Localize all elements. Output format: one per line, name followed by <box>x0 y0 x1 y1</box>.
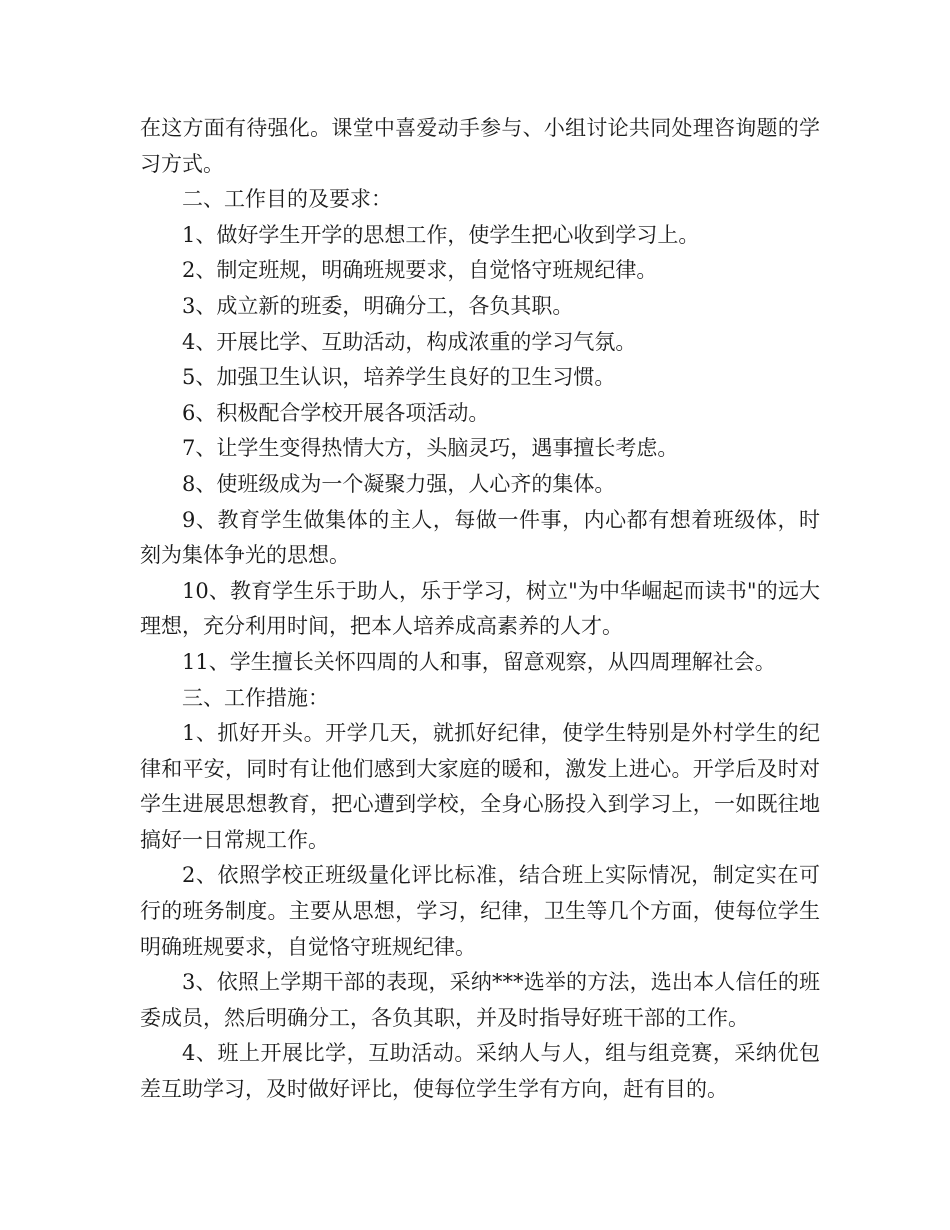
goal-item-2: 2、制定班规，明确班规要求，自觉恪守班规纪律。 <box>182 258 658 283</box>
goal-item-10: 10、教育学生乐于助人，乐于学习，树立"为中华崛起而读书"的远大理想，充分利用时间，把本人培养成高素养的人才。 <box>140 578 820 639</box>
measure-item-4: 4、班上开展比学，互助活动。采纳人与人，组与组竞赛，采纳优包差互助学习，及时做好评比，使每位学生学有方向，赶有目的。 <box>140 1041 820 1102</box>
section-heading-measures: 三、工作措施： <box>182 685 329 710</box>
goal-item-3: 3、成立新的班委，明确分工，各负其职。 <box>182 293 574 318</box>
paragraph-continuation: 在这方面有待强化。课堂中喜爱动手参与、小组讨论共同处理咨询题的学习方式。 <box>140 116 820 176</box>
goal-item-8: 8、使班级成为一个凝聚力强，人心齐的集体。 <box>182 471 616 496</box>
goal-item-5: 5、加强卫生认识，培养学生良好的卫生习惯。 <box>182 365 616 390</box>
measure-item-3: 3、依照上学期干部的表现，采纳***选举的方法，选出本人信任的班委成员，然后明确分工，各负其职，并及时指导好班干部的工作。 <box>140 970 820 1030</box>
goal-item-4: 4、开展比学、互助活动，构成浓重的学习气氛。 <box>182 329 637 354</box>
measure-item-1: 1、抓好开头。开学几天，就抓好纪律，使学生特别是外村学生的纪律和平安，同时有让他们感到大家庭的暖和，激发上进心。开学后及时对学生进展思想教育，把心遭到学校，全身心肠投入到学习上，一如既往地搞好一日常规工作。 <box>140 721 820 852</box>
goal-item-9: 9、教育学生做集体的主人，每做一件事，内心都有想着班级体，时刻为集体争光的思想。 <box>140 507 820 568</box>
goal-item-11: 11、学生擅长关怀四周的人和事，留意观察，从四周理解社会。 <box>182 649 776 674</box>
goal-item-7: 7、让学生变得热情大方，头脑灵巧，遇事擅长考虑。 <box>182 436 679 461</box>
goal-item-6: 6、积极配合学校开展各项活动。 <box>182 400 490 425</box>
goal-item-1: 1、做好学生开学的思想工作，使学生把心收到学习上。 <box>182 222 700 247</box>
section-heading-goals: 二、工作目的及要求： <box>182 187 392 212</box>
measure-item-2: 2、依照学校正班级量化评比标准，结合班上实际情况，制定实在可行的班务制度。主要从思想，学习，纪律，卫生等几个方面，使每位学生明确班规要求，自觉恪守班规纪律。 <box>140 863 820 959</box>
